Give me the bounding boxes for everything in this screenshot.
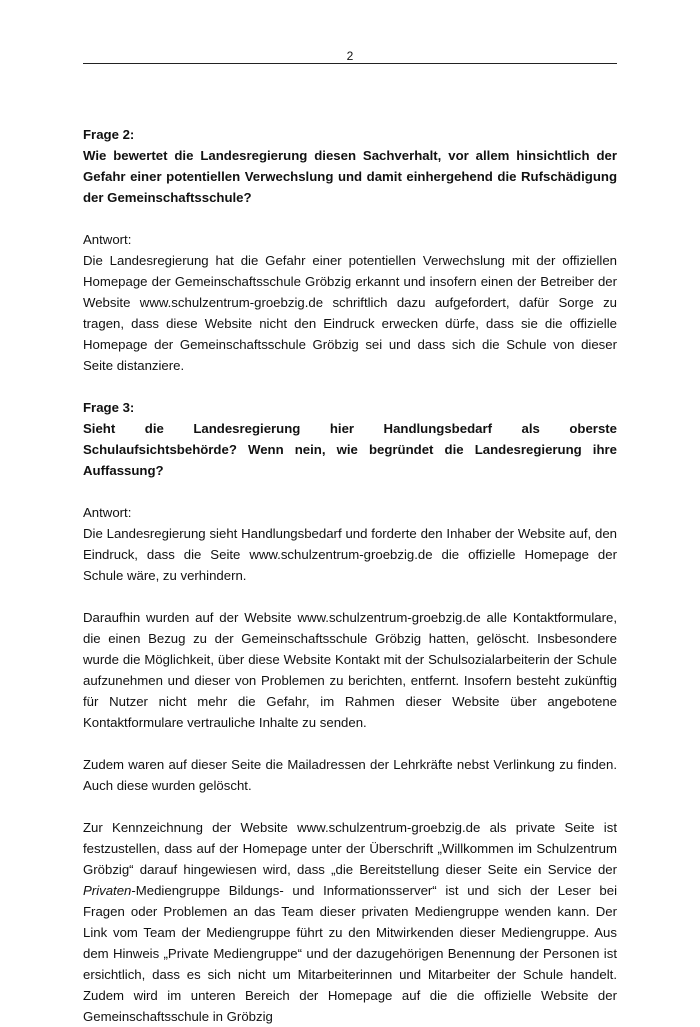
document-body — [83, 124, 617, 1027]
frage3-question: Sieht die Landesregierung hier Handlungsbedarf als oberste Schulaufsichtsbehörde? Wenn nein, wie begründet die Landesregierung ihre Auffassung? — [83, 421, 617, 478]
page-number: 2 — [346, 49, 354, 63]
frage2-question: Wie bewertet die Landesregierung diesen Sachverhalt, vor allem hinsichtlich der Gefahr einer potentiellen Verwechslung und damit einhergehend die Rufschädigung der Gemeinschaftsschule? — [83, 148, 617, 205]
paragraph-4-part-a: Zur Kennzeichnung der Website www.schulzentrum-groebzig.de als private Seite ist festzustellen, dass auf der Homepage unter der Überschrift „Willkommen im Schulzentrum Gröbzig“ darauf hingewiesen wird, dass „die Bereitstellung dieser Seite ein Service der — [83, 820, 617, 877]
paragraph-4-italic: Privaten — [83, 883, 132, 898]
frage2-answer: Die Landesregierung hat die Gefahr einer potentiellen Verwechslung mit der offiziellen Homepage der Gemeinschaftsschule Gröbzig erkannt und insofern einen der Betreiber der Website www.schulzentrum-groebzig.de schriftlich dazu aufgefordert, dafür Sorge zu tragen, dass diese Website nicht den Eindruck erwecken dürfe, dass sie die offizielle Homepage der Gemeinschaftsschule Gröbzig sei und dass sich die Schule von dieser Seite distanziere. — [83, 253, 617, 373]
paragraph-4-part-b: -Mediengruppe Bildungs- und Informationsserver“ ist und sich der Leser bei Fragen oder Problemen an das Team dieser privaten Mediengruppe wenden kann. Der Link vom Team der Mediengruppe führt zu den Mitwirkenden dieser Mediengruppe. Aus dem Hinweis „Private Mediengruppe“ und der dazugehörigen Benennung der Personen ist ersichtlich, dass es sich nicht um Mitarbeiterinnen und Mitarbeiter der Schule handelt. Zudem wird im unteren Bereich der Homepage auf die die offizielle Website der Gemeinschaftsschule in Gröbzig — [83, 883, 617, 1024]
frage3-answer-paragraph-1: Die Landesregierung sieht Handlungsbedarf und forderte den Inhaber der Website auf, den Eindruck, dass die Seite www.schulzentrum-groebzig.de die offizielle Homepage der Schule wäre, zu verhindern. — [83, 526, 617, 583]
frage3-answer-paragraph-2: Daraufhin wurden auf der Website www.schulzentrum-groebzig.de alle Kontaktformulare, die einen Bezug zu der Gemeinschaftsschule Gröbzig hatten, gelöscht. Insbesondere wurde die Möglichkeit, über diese Website Kontakt mit der Schulsozialarbeiterin der Schule aufzunehmen und dieser von Problemen zu berichten, entfernt. Insofern besteht zukünftig für Nutzer nicht mehr die Gefahr, im Rahmen dieser Website über angebotene Kontaktformulare vertrauliche Inhalte zu senden. — [83, 610, 617, 730]
frage2-heading: Frage 2: — [83, 127, 135, 142]
frage3-answer-paragraph-4 — [83, 817, 617, 1027]
frage3-answer-paragraph-3: Zudem waren auf dieser Seite die Mailadressen der Lehrkräfte nebst Verlinkung zu finden. Auch diese wurden gelöscht. — [83, 757, 617, 793]
frage3-answer-label: Antwort: — [83, 505, 132, 520]
header-rule — [83, 63, 617, 64]
frage3-heading: Frage 3: — [83, 400, 135, 415]
frage2-answer-label: Antwort: — [83, 232, 132, 247]
